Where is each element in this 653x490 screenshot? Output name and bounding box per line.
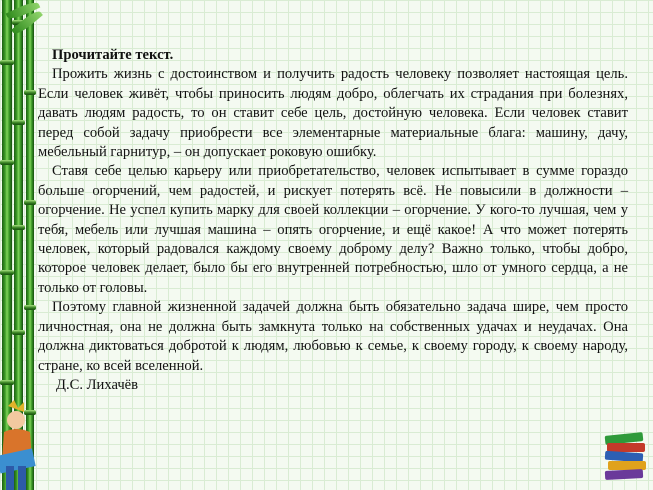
bamboo-node <box>12 120 25 125</box>
bamboo-node <box>0 270 14 275</box>
bamboo-node <box>24 90 36 95</box>
bamboo-node <box>12 225 25 230</box>
task-heading: Прочитайте текст. <box>52 47 174 63</box>
bamboo-node <box>0 380 14 385</box>
reading-text-panel <box>38 46 628 395</box>
bamboo-node <box>24 200 36 205</box>
bamboo-node <box>12 330 25 335</box>
bamboo-node <box>0 60 14 65</box>
text-paragraph: Прожить жизнь с достоинством и получить радость человеку позволяет настоящая цель. Если человек живёт, чтобы приносить людям добро, облегчать их страдания при болезнях, давать людям радость, то он ставит себе цель, достойную человека. Если человек ставит перед собой задачу приобрести все элементарные материальные блага: машину, дачу, мебельный гарнитур, – он допускает роковую ошибку. <box>38 66 628 161</box>
books-stack-icon <box>605 434 647 482</box>
bamboo-node <box>0 160 14 165</box>
book <box>605 469 643 480</box>
bamboo-node <box>24 305 36 310</box>
text-paragraph: Ставя себе целью карьеру или приобретательство, человек испытывает в сумме гораздо больше огорчений, чем радостей, и рискует потерять всё. Не повысили в должности – огорчение. Не успел купить марку для своей коллекции – огорчение. У кого-то лучшая, чем у тебя, мебель или лучшая машина – опять огорчение, и ещё какое! А что может потерять человек, который радовался каждому своему доброму делу? Важно только, чтобы добро, которое человек делает, было бы его внутренней потребностью, шло от умного сердца, а не только от головы. <box>38 163 628 296</box>
text-paragraph: Поэтому главной жизненной задачей должна быть обязательно задача шире, чем просто личностная, она не должна быть замкнута только на собственных удачах и неудачах. Она должна диктоваться добротой к людям, любовью к семье, к своему городу, к своему народу, стране, ко всей вселенной. <box>38 299 628 374</box>
author-signature: Д.С. Лихачёв <box>56 376 139 393</box>
boy-figure-icon <box>0 400 40 490</box>
